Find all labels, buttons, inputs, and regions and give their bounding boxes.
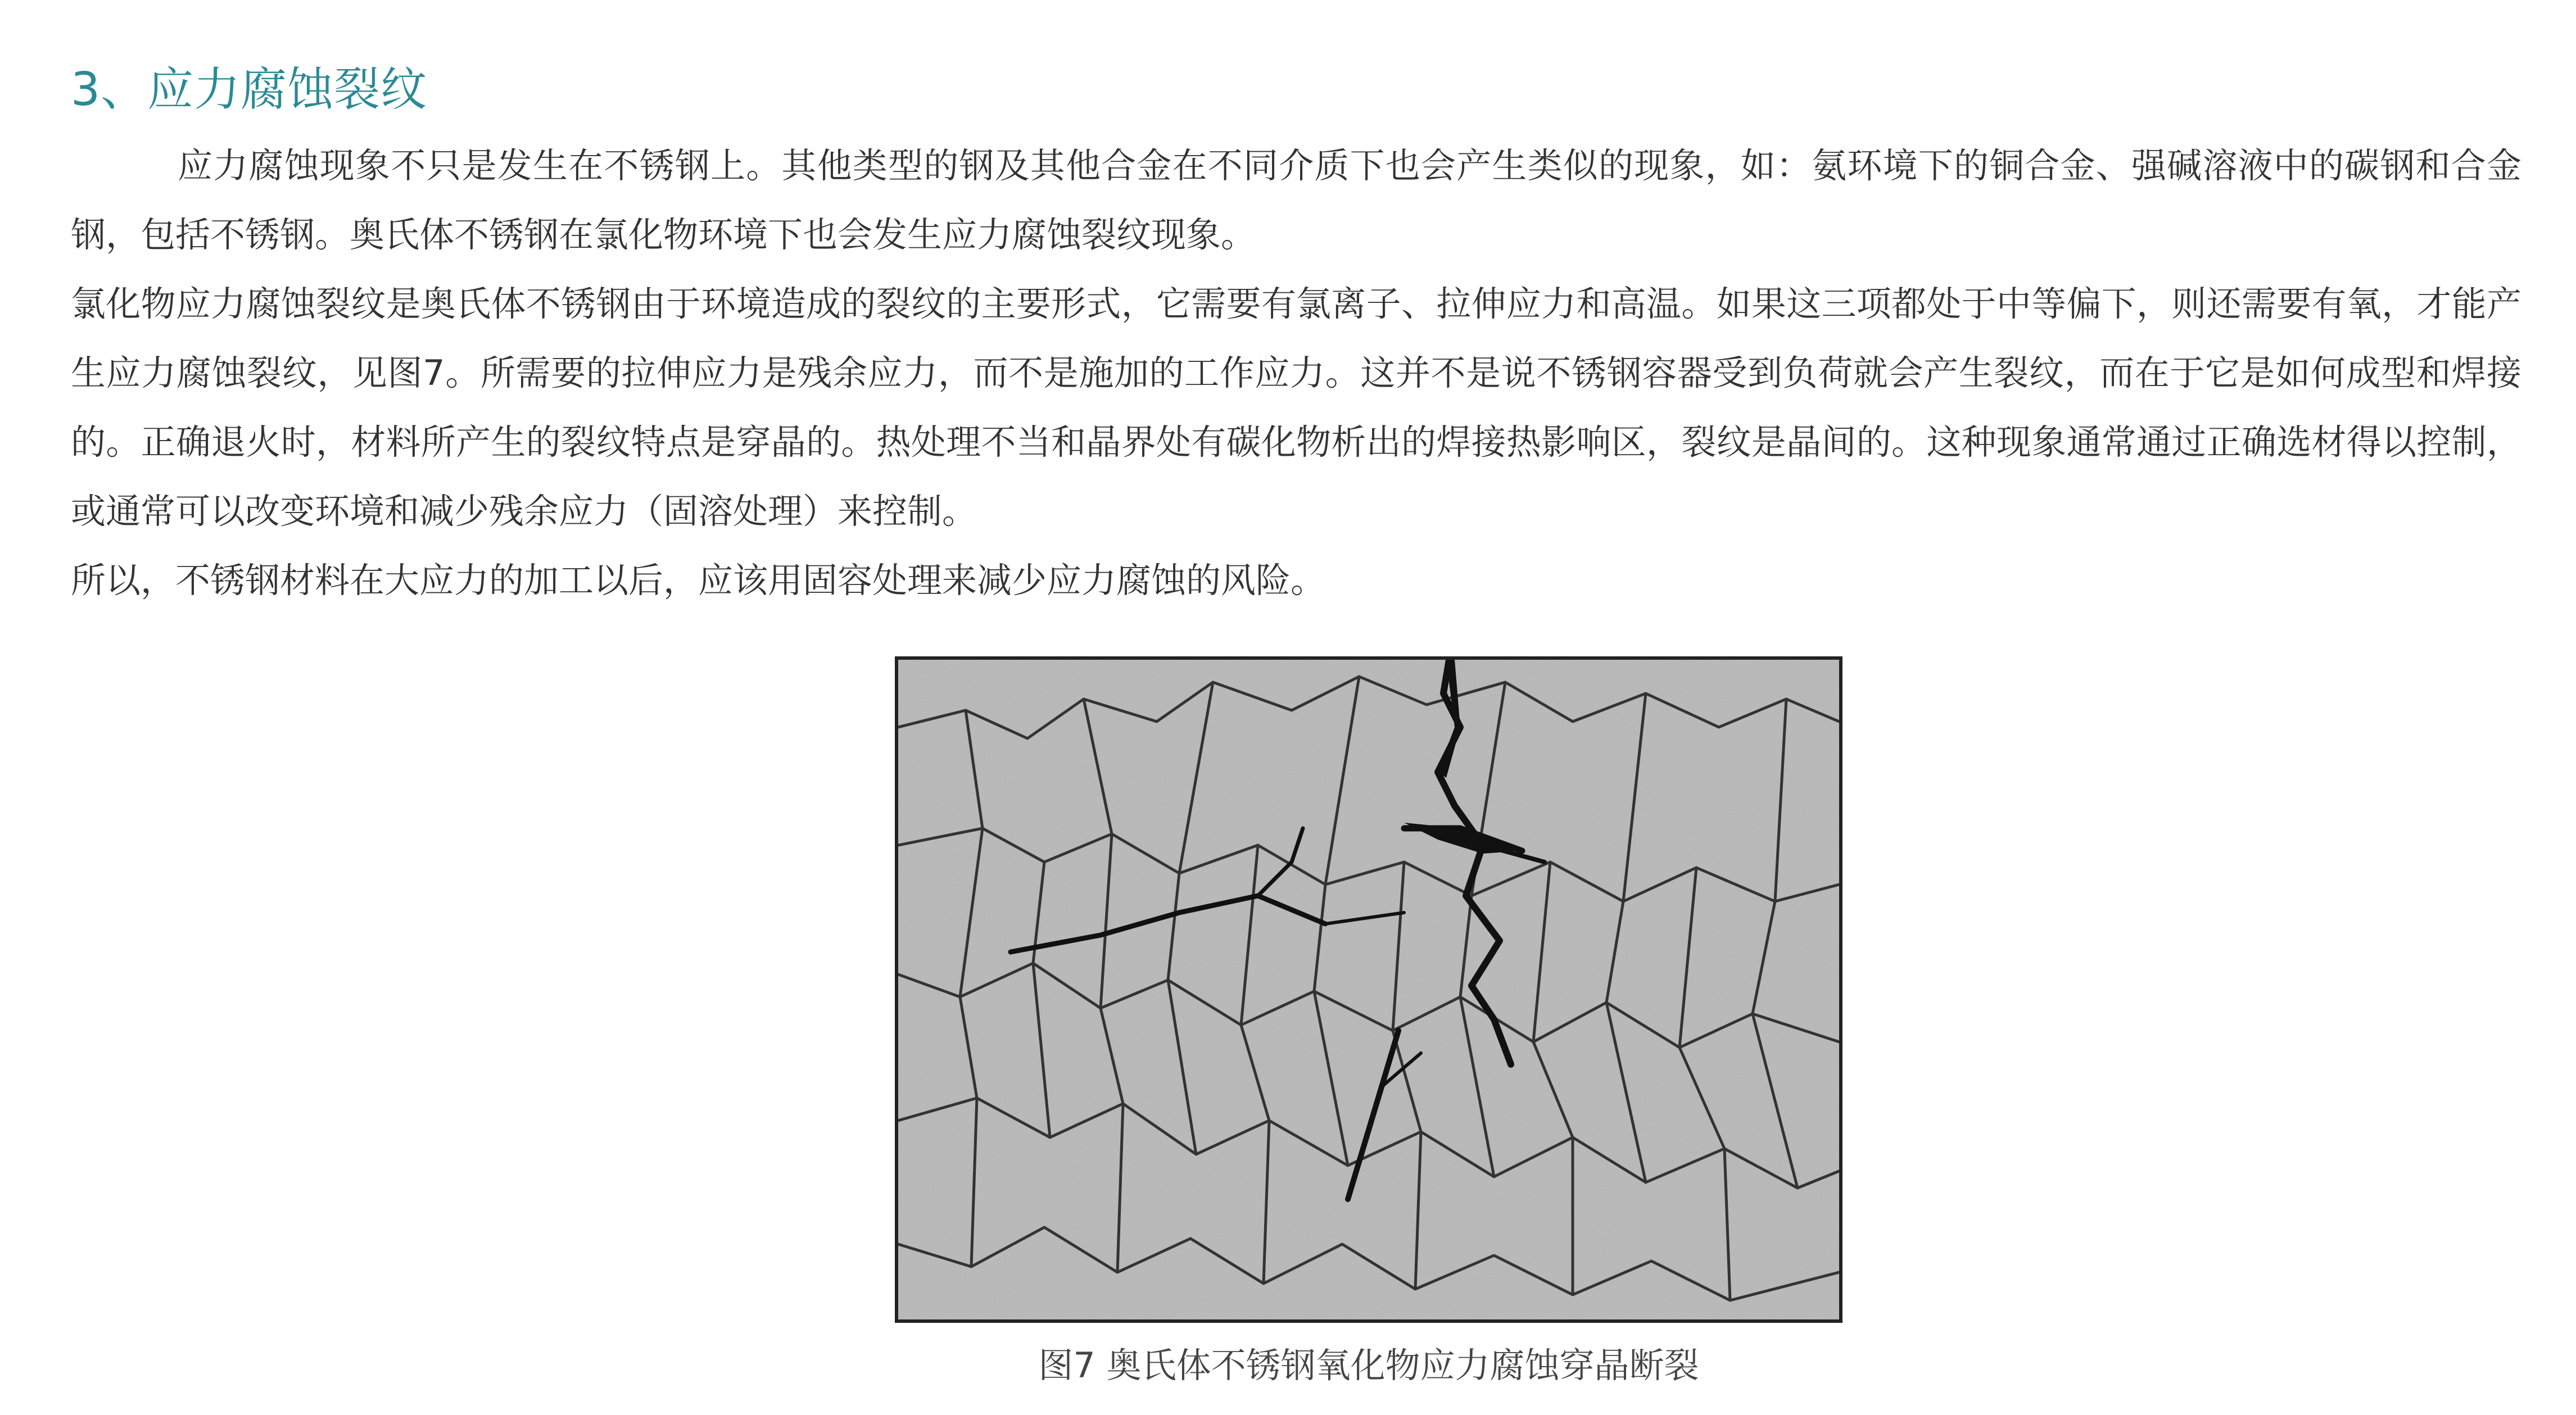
article-body <box>71 131 2521 615</box>
micrograph-grain-structure <box>898 660 1839 1319</box>
figure-caption: 图7 奥氏体不锈钢氧化物应力腐蚀穿晶断裂 <box>1038 1345 1699 1386</box>
paragraph-intro: 应力腐蚀现象不只是发生在不锈钢上。其他类型的钢及其他合金在不同介质下也会产生类似的现象，如：氨环境下的铜合金、强碱溶液中的碳钢和合金钢，包括不锈钢。奥氏体不锈钢在氯化物环境下也会发生应力腐蚀裂纹现象。 <box>71 145 2521 255</box>
micrograph-image <box>895 656 1842 1323</box>
paragraph-chloride-scc: 氯化物应力腐蚀裂纹是奥氏体不锈钢由于环境造成的裂纹的主要形式，它需要有氯离子、拉伸应力和高温。如果这三项都处于中等偏下，则还需要有氧，才能产生应力腐蚀裂纹，见图7。所需要的拉伸应力是残余应力，而不是施加的工作应力。这并不是说不锈钢容器受到负荷就会产生裂纹，而在于它是如何成型和焊接的。正确退火时，材料所产生的裂纹特点是穿晶的。热处理不当和晶界处有碳化物析出的焊接热影响区，裂纹是晶间的。这种现象通常通过正确选材得以控制，或通常可以改变环境和减少残余应力（固溶处理）来控制。 <box>71 283 2521 532</box>
section-title: 3、应力腐蚀裂纹 <box>71 63 428 116</box>
paragraph-conclusion: 所以，不锈钢材料在大应力的加工以后，应该用固容处理来减少应力腐蚀的风险。 <box>71 560 1326 601</box>
